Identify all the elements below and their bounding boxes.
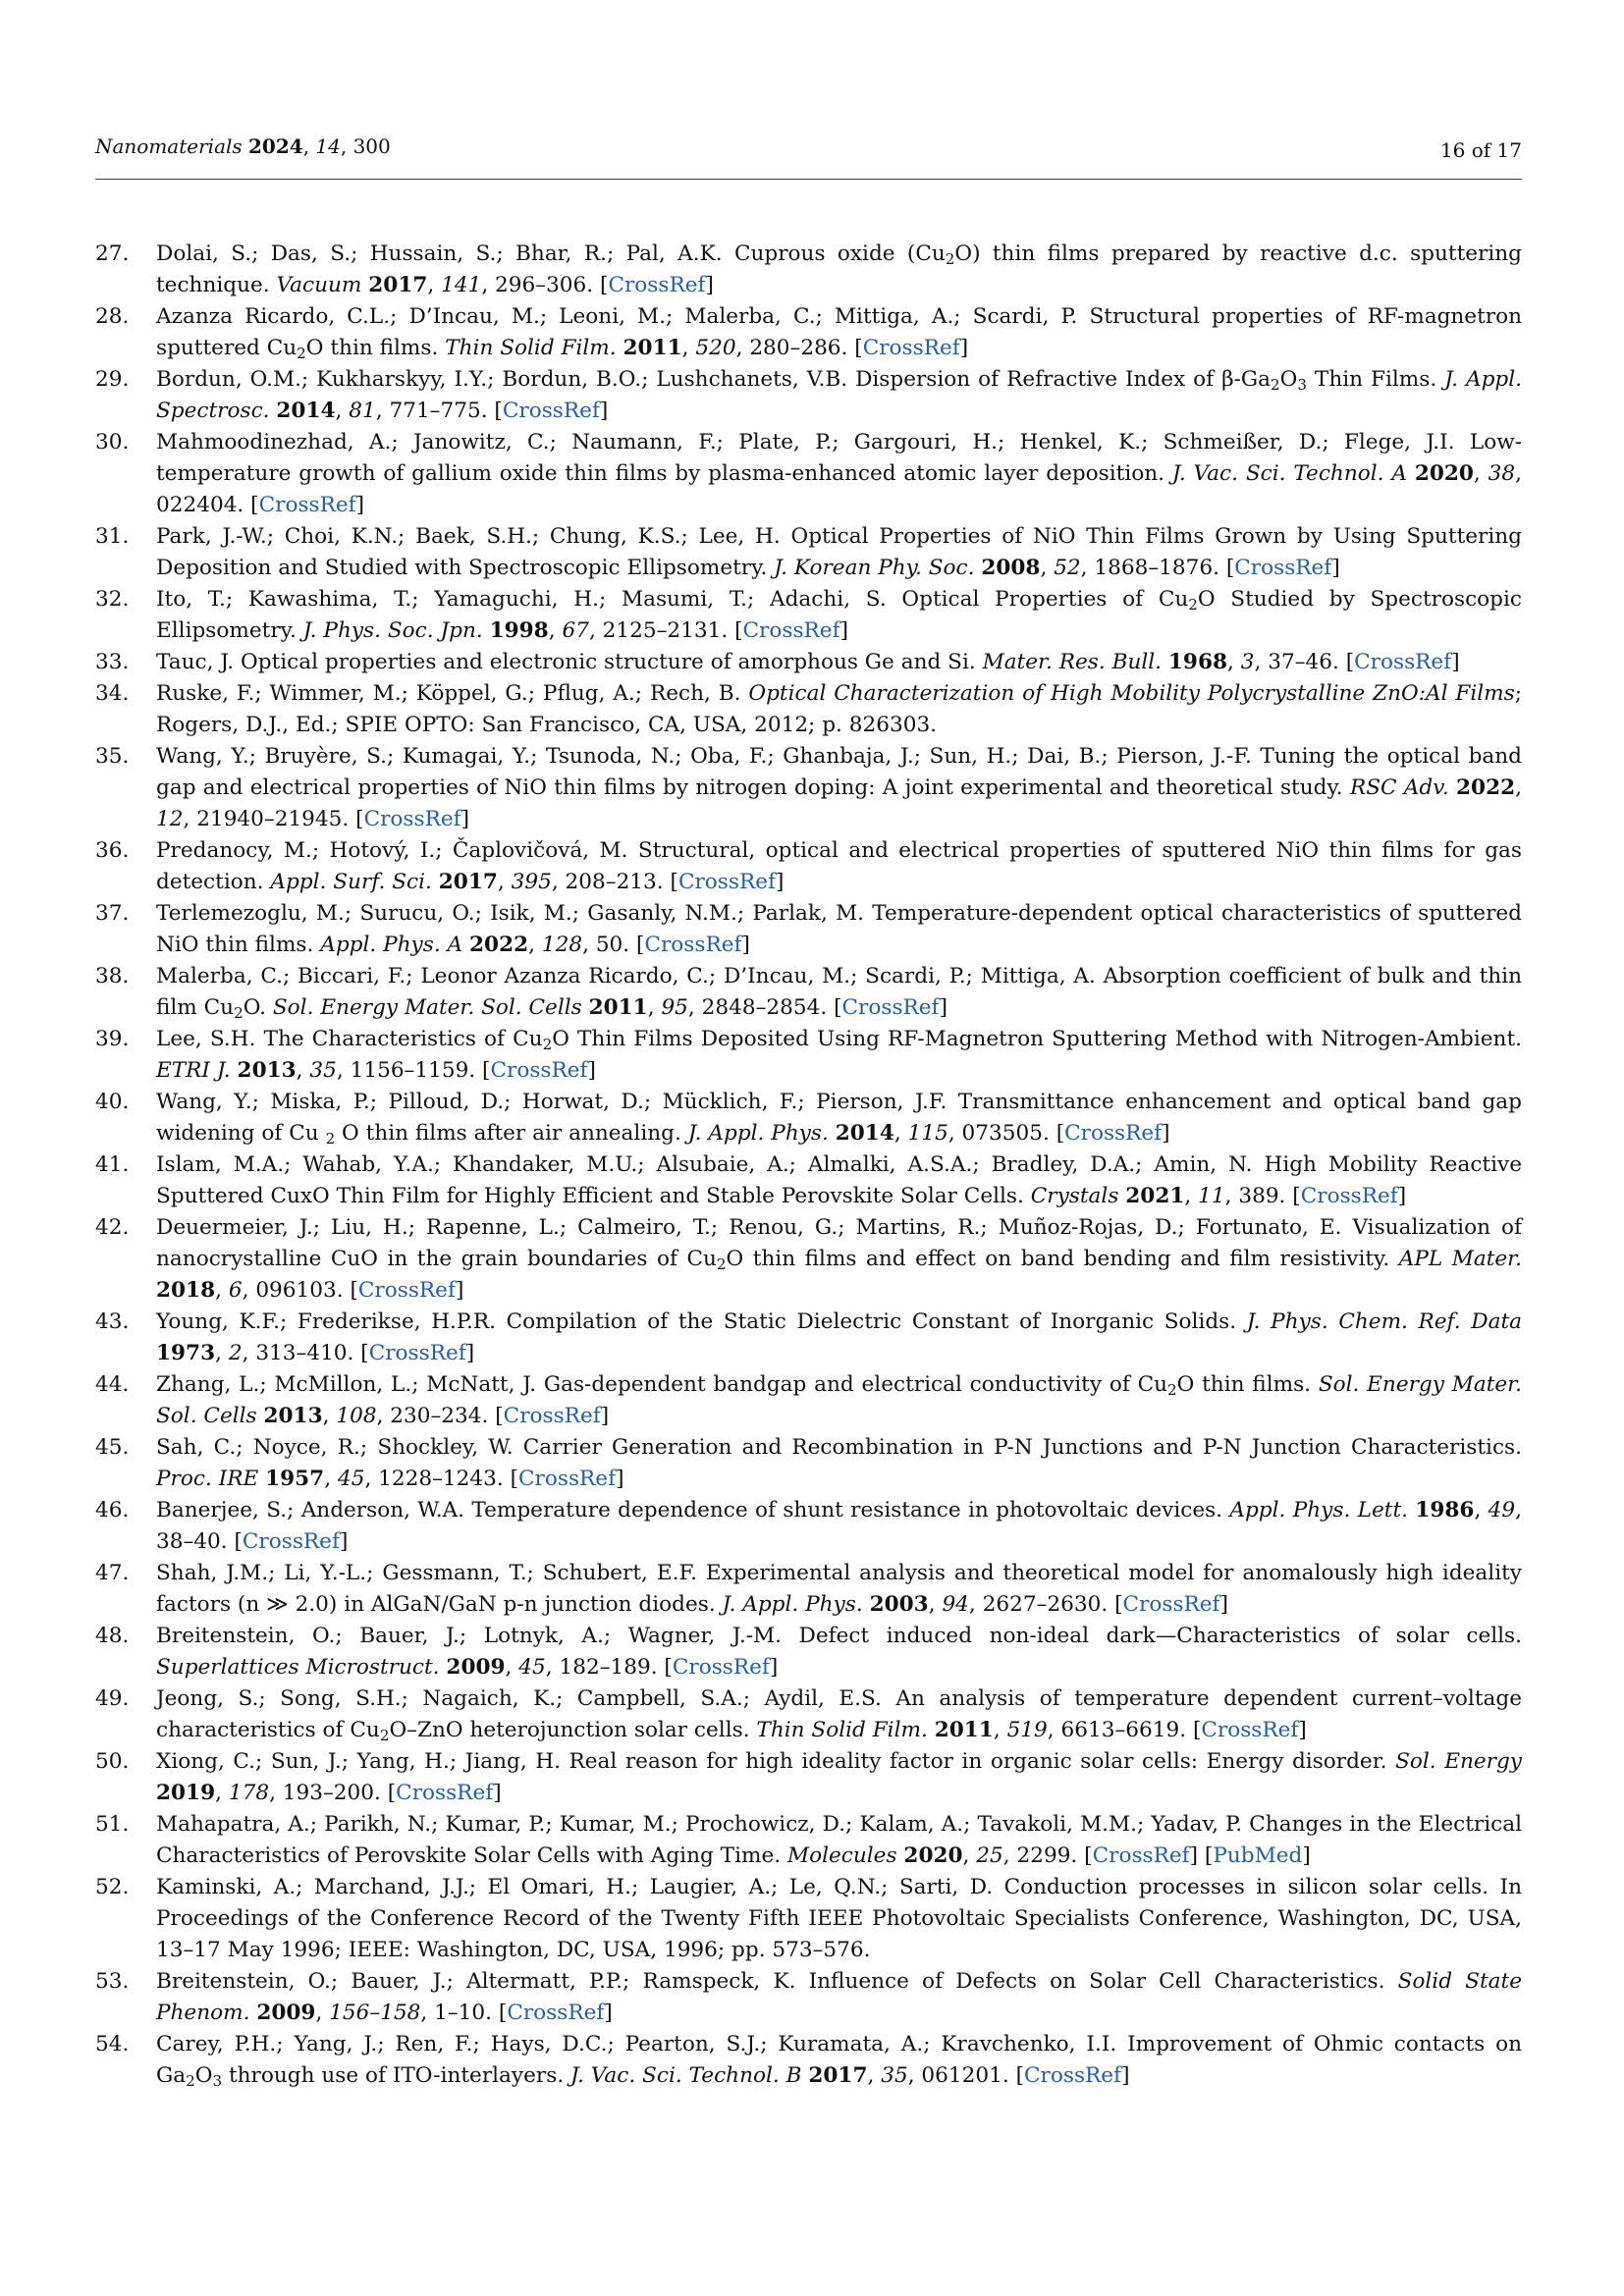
year-text: 1973 [156,1341,216,1365]
italic-text: RSC Adv. [1349,775,1449,800]
article-number: 300 [352,134,391,158]
subscript: 2 [325,1129,336,1148]
subscript: 2 [945,249,955,268]
journal-volume: 14 [315,134,341,158]
reference-text: Wang, Y.; Miska, P.; Pilloud, D.; Horwat, D.; Mücklich, F.; Pierson, J.F. Transmittance enhancement and optical band gap widening of Cu $_2$ O thin films after air annealing. J. Appl. Phys. 2014, 115, 073505. [CrossRef] [156,1090,1522,1148]
reference-number: 30. [95,430,130,454]
italic-text: J. Vac. Sci. Technol. A [1171,461,1407,486]
reference-item [95,1307,1522,1369]
reference-text: Azanza Ricardo, C.L.; D’Incau, M.; Leoni, M.; Malerba, C.; Mittiga, A.; Scardi, P. Structural properties of RF-magnetron sputtered $Cu_2O$ thin films. Thin Solid Film. 2011, 520, 280–286. [CrossRef] [156,304,1522,362]
running-header [95,134,1522,174]
subscript: 2 [297,344,306,362]
italic-text: J. Appl. Spectrosc. [156,367,1523,423]
italic-text: J. Korean Phy. Soc. [774,556,975,580]
italic-text: Thin Solid Film. [445,336,617,360]
reference-number: 47. [95,1561,130,1585]
reference-item [95,1746,1522,1809]
crossref-link[interactable]: CrossRef [368,1341,466,1365]
italic-text: ETRI J. [156,1058,231,1083]
italic-text: J. Appl. Phys. [722,1592,863,1617]
crossref-link[interactable]: CrossRef [742,618,840,643]
crossref-link[interactable]: CrossRef [363,807,461,831]
crossref-link[interactable]: CrossRef [503,1404,601,1428]
reference-item [95,584,1522,647]
reference-number: 53. [95,1969,130,1994]
reference-number: 46. [95,1498,130,1522]
crossref-link[interactable]: CrossRef [490,1058,588,1083]
reference-text: Zhang, L.; McMillon, L.; McNatt, J. Gas-dependent bandgap and electrical conductivity of $Cu_2O$ thin films. Sol. Energy Mater. Sol. Cells 2013, 108, 230–234. [CrossRef] [156,1372,1522,1428]
italic-text: APL Mater. [1398,1247,1522,1271]
reference-text: Malerba, C.; Biccari, F.; Leonor Azanza Ricardo, C.; D’Incau, M.; Scardi, P.; Mittiga, A. Absorption coefficient of bulk and thin film $Cu_2O$. Sol. Energy Mater. Sol. Cells 2011, 95, 2848–2854. [CrossRef] [156,964,1522,1022]
italic-text: 520 [695,336,736,360]
reference-item [95,835,1522,898]
reference-text: Deuermeier, J.; Liu, H.; Rapenne, L.; Calmeiro, T.; Renou, G.; Martins, R.; Muñoz-Rojas, D.; Fortunato, E. Visualization of nanocrystalline CuO in the grain boundaries of $Cu_2O$ thin films and effect on band bending and film resistivity. APL Mater. 2018, 6, 096103. [CrossRef] [156,1215,1522,1303]
italic-text: 2 [228,1341,243,1365]
reference-number: 50. [95,1749,130,1774]
reference-item [95,741,1522,835]
reference-text: Breitenstein, O.; Bauer, J.; Altermatt, P.P.; Ramspeck, K. Influence of Defects on Solar Cell Characteristics. Solid State Phenom. 2009, 156–158, 1–10. [CrossRef] [156,1969,1522,2025]
italic-text: Appl. Surf. Sci. [270,870,432,894]
year-text: 2018 [156,1278,216,1303]
crossref-link[interactable]: CrossRef [507,2001,605,2025]
subscript: 2 [1271,375,1280,394]
italic-text: 49 [1488,1498,1516,1522]
italic-text: 67 [562,618,589,643]
reference-item [95,239,1522,301]
crossref-link[interactable]: CrossRef [644,933,742,957]
crossref-link[interactable]: CrossRef [1024,2063,1122,2088]
italic-text: 3 [1240,650,1255,674]
reference-list [95,239,1522,2092]
crossref-link[interactable]: CrossRef [242,1529,340,1554]
crossref-link[interactable]: CrossRef [1201,1718,1299,1742]
italic-text: Superlattices Microstruct. [156,1655,440,1680]
reference-number: 49. [95,1686,130,1711]
italic-text: 108 [336,1404,377,1428]
italic-text: Proc. IRE [156,1467,259,1491]
year-text: 2017 [808,2063,868,2088]
reference-item [95,1872,1522,1966]
italic-text: Mater. Res. Bull. [982,650,1163,674]
reference-text: Predanocy, M.; Hotový, I.; Čaplovičová, M. Structural, optical and electrical properties of sputtered NiO thin films for gas detection. Appl. Surf. Sci. 2017, 395, 208–213. [CrossRef] [156,838,1522,894]
italic-text: Appl. Phys. Lett. [1229,1498,1408,1522]
pubmed-link[interactable]: PubMed [1213,1843,1303,1868]
reference-text: Ruske, F.; Wimmer, M.; Köppel, G.; Pflug, A.; Rech, B. Optical Characterization of High Mobility Polycrystalline ZnO:Al Films; Rogers, D.J., Ed.; SPIE OPTO: San Francisco, CA, USA, 2012; p. 826303. [156,681,1523,737]
crossref-link[interactable]: CrossRef [841,995,940,1020]
italic-text: 519 [1006,1718,1048,1742]
italic-text: J. Appl. Phys. [687,1121,829,1146]
italic-text: 35 [309,1058,337,1083]
subscript: 2 [379,1726,390,1744]
reference-text: Banerjee, S.; Anderson, W.A. Temperature dependence of shunt resistance in photovoltaic devices. Appl. Phys. Lett. 1986, 49, 38–40. [CrossRef] [156,1498,1522,1554]
year-text: 2008 [981,556,1041,580]
reference-number: 39. [95,1027,130,1051]
crossref-link[interactable]: CrossRef [608,273,706,297]
reference-item [95,427,1522,521]
italic-text: Solid State Phenom. [156,1969,1522,2025]
reference-text: Islam, M.A.; Wahab, Y.A.; Khandaker, M.U.; Alsubaie, A.; Almalki, A.S.A.; Bradley, D.A.; Amin, N. High Mobility Reactive Sputtered CuxO Thin Film for Highly Efficient and Stable Perovskite Solar Cells. Crystals 2021, 11, 389. [CrossRef] [156,1152,1522,1208]
crossref-link[interactable]: CrossRef [677,870,776,894]
year-text: 1986 [1415,1498,1475,1522]
reference-item [95,1558,1522,1621]
journal-year: 2024 [248,134,303,158]
italic-text: J. Vac. Sci. Technol. B [570,2063,802,2088]
reference-number: 28. [95,304,130,329]
subscript: 2 [234,1003,244,1022]
italic-text: Sol. Energy Mater. Sol. Cells [272,995,582,1020]
crossref-link[interactable]: CrossRef [1092,1843,1190,1868]
reference-number: 35. [95,744,130,769]
italic-text: 45 [337,1467,365,1491]
year-text: 2020 [1414,461,1474,486]
year-text: 2009 [446,1655,506,1680]
year-text: 2011 [588,995,648,1020]
year-text: 2013 [263,1404,323,1428]
crossref-link[interactable]: CrossRef [1354,650,1452,674]
crossref-link[interactable]: CrossRef [862,336,960,360]
reference-item [95,1432,1522,1495]
reference-number: 45. [95,1435,130,1460]
reference-number: 51. [95,1812,130,1837]
reference-number: 34. [95,681,130,706]
italic-text: Sol. Energy [1395,1749,1522,1774]
reference-item [95,1966,1522,2029]
reference-item [95,898,1522,961]
year-text: 2022 [469,933,529,957]
reference-item [95,1495,1522,1558]
reference-item [95,364,1522,427]
reference-number: 29. [95,367,130,392]
subscript: 2 [186,2071,195,2090]
header-rule [95,179,1522,180]
crossref-link[interactable]: CrossRef [518,1467,617,1491]
crossref-link[interactable]: CrossRef [672,1655,770,1680]
year-text: 2017 [438,870,498,894]
reference-text: Ito, T.; Kawashima, T.; Yamaguchi, H.; Masumi, T.; Adachi, S. Optical Properties of $Cu_2O$ Studied by Spectroscopic Ellipsometry. J. Phys. Soc. Jpn. 1998, 67, 2125–2131. [CrossRef] [156,587,1522,643]
reference-text: Breitenstein, O.; Bauer, J.; Lotnyk, A.; Wagner, J.-M. Defect induced non-ideal dark—Characteristics of solar cells. Superlattices Microstruct. 2009, 45, 182–189. [CrossRef] [156,1624,1522,1680]
reference-number: 44. [95,1372,130,1397]
year-text: 1968 [1167,650,1228,674]
year-text: 2011 [623,336,682,360]
reference-item [95,1809,1522,1872]
reference-item [95,1369,1522,1432]
italic-text: 395 [511,870,552,894]
reference-number: 37. [95,901,130,926]
reference-item [95,678,1522,741]
reference-text: Tauc, J. Optical properties and electronic structure of amorphous Ge and Si. Mater. Res. Bull. 1968, 3, 37–46. [CrossRef] [156,650,1460,674]
reference-item [95,1087,1522,1149]
reference-number: 54. [95,2032,130,2056]
reference-text: Mahapatra, A.; Parikh, N.; Kumar, P.; Kumar, M.; Prochowicz, D.; Kalam, A.; Tavakoli, M.M.; Yadav, P. Changes in the Electrical Characteristics of Perovskite Solar Cells with Aging Time. Molecules 2020, 25, 2299. [CrossRef] [PubMed] [156,1812,1522,1868]
reference-text: Bordun, O.M.; Kukharskyy, I.Y.; Bordun, B.O.; Lushchanets, V.B. Dispersion of Refractive Index of $\beta-Ga_2O_3$ Thin Films. J. Appl. Spectrosc. 2014, 81, 771–775. [CrossRef] [156,367,1523,423]
italic-text: 156–158 [329,2001,421,2025]
subscript: 2 [716,1255,727,1273]
reference-number: 42. [95,1215,130,1240]
year-text: 1998 [489,618,549,643]
italic-text: 95 [661,995,688,1020]
italic-text: 25 [976,1843,1003,1868]
year-text: 2017 [368,273,428,297]
journal-name: Nanomaterials [95,134,243,158]
reference-item [95,1683,1522,1746]
reference-text: Young, K.F.; Frederikse, H.P.R. Compilation of the Static Dielectric Constant of Inorganic Solids. J. Phys. Chem. Ref. Data 1973, 2, 313–410. [CrossRef] [156,1309,1522,1365]
italic-text: 12 [156,807,184,831]
crossref-link[interactable]: CrossRef [258,493,356,517]
reference-number: 31. [95,524,130,549]
subscript: 2 [1167,1380,1177,1399]
reference-item [95,301,1522,364]
year-text: 2020 [903,1843,963,1868]
reference-text: Mahmoodinezhad, A.; Janowitz, C.; Naumann, F.; Plate, P.; Gargouri, H.; Henkel, K.; Schmeißer, D.; Flege, J.I. Low-temperature growth of gallium oxide thin films by plasma-enhanced atomic layer deposition. J. Vac. Sci. Technol. A 2020, 38, 022404. [CrossRef] [156,430,1522,517]
reference-text: Wang, Y.; Bruyère, S.; Kumagai, Y.; Tsunoda, N.; Oba, F.; Ghanbaja, J.; Sun, H.; Dai, B.; Pierson, J.-F. Tuning the optical band gap and electrical properties of NiO thin films by nitrogen doping: A joint experimental and theoretical study. RSC Adv. 2022, 12, 21940–21945. [CrossRef] [156,744,1522,831]
reference-number: 38. [95,964,130,988]
year-text: 1957 [265,1467,325,1491]
year-text: 2021 [1125,1184,1185,1208]
crossref-link[interactable]: CrossRef [357,1278,456,1303]
reference-item [95,1212,1522,1307]
year-text: 2003 [869,1592,929,1617]
page-number: 16 of 17 [1439,138,1522,162]
italic-text: 128 [541,933,583,957]
reference-item [95,1621,1522,1683]
crossref-link[interactable]: CrossRef [1300,1184,1398,1208]
italic-text: 52 [1054,556,1081,580]
reference-item [95,1149,1522,1212]
reference-text: Jeong, S.; Song, S.H.; Nagaich, K.; Campbell, S.A.; Aydil, E.S. An analysis of temperature dependent current–voltage characteristics of $Cu_2O$–ZnO heterojunction solar cells. Thin Solid Film. 2011, 519, 6613–6619. [CrossRef] [156,1686,1522,1744]
journal-citation: Nanomaterials 2024, 14, 300 [95,134,391,158]
italic-text: Vacuum [276,273,362,297]
italic-text: Optical Characterization of High Mobility Polycrystalline ZnO:Al Films [748,681,1515,706]
year-text: 2014 [276,399,336,423]
crossref-link[interactable]: CrossRef [396,1781,494,1805]
crossref-link[interactable]: CrossRef [502,399,600,423]
reference-item [95,1024,1522,1087]
crossref-link[interactable]: CrossRef [1122,1592,1220,1617]
crossref-link[interactable]: CrossRef [1234,556,1332,580]
reference-number: 52. [95,1875,130,1899]
crossref-link[interactable]: CrossRef [1064,1121,1163,1146]
reference-item [95,2029,1522,2092]
reference-number: 33. [95,650,130,674]
reference-number: 27. [95,241,130,266]
italic-text: 11 [1198,1184,1225,1208]
reference-text: Terlemezoglu, M.; Surucu, O.; Isik, M.; Gasanly, N.M.; Parlak, M. Temperature-dependent optical characteristics of sputtered NiO thin films. Appl. Phys. A 2022, 128, 50. [CrossRef] [156,901,1522,957]
italic-text: Crystals [1030,1184,1119,1208]
year-text: 2019 [156,1781,216,1805]
subscript: 3 [1297,375,1307,394]
italic-text: 94 [942,1592,969,1617]
italic-text: 141 [441,273,482,297]
reference-number: 48. [95,1624,130,1648]
italic-text: J. Phys. Chem. Ref. Data [1246,1309,1522,1334]
year-text: 2022 [1456,775,1516,800]
reference-text: Kaminski, A.; Marchand, J.J.; El Omari, H.; Laugier, A.; Le, Q.N.; Sarti, D. Conduction processes in silicon solar cells. In Proceedings of the Conference Record of the Twenty Fifth IEEE Photovoltaic Specialists Conference, Washington, DC, USA, 13–17 May 1996; IEEE: Washington, DC, USA, 1996; pp. 573–576. [156,1875,1522,1962]
reference-item [95,647,1522,678]
italic-text: J. Phys. Soc. Jpn. [302,618,483,643]
italic-text: 115 [907,1121,948,1146]
year-text: 2013 [237,1058,297,1083]
year-text: 2011 [934,1718,994,1742]
reference-text: Park, J.-W.; Choi, K.N.; Baek, S.H.; Chung, K.S.; Lee, H. Optical Properties of NiO Thin Films Grown by Using Sputtering Deposition and Studied with Spectroscopic Ellipsometry. J. Korean Phy. Soc. 2008, 52, 1868–1876. [CrossRef] [156,524,1522,580]
reference-item [95,961,1522,1024]
reference-number: 32. [95,587,130,612]
reference-text: Carey, P.H.; Yang, J.; Ren, F.; Hays, D.C.; Pearton, S.J.; Kuramata, A.; Kravchenko, I.I. Improvement of Ohmic contacts on $Ga_2O_3$ through use of ITO-interlayers. J. Vac. Sci. Technol. B 2017, 35, 061201. [CrossRef] [156,2032,1522,2090]
reference-text: Xiong, C.; Sun, J.; Yang, H.; Jiang, H. Real reason for high ideality factor in organic solar cells: Energy disorder. Sol. Energy 2019, 178, 193–200. [CrossRef] [156,1749,1522,1805]
subscript: 2 [1188,595,1198,614]
italic-text: 6 [228,1278,243,1303]
subscript: 2 [542,1035,553,1053]
reference-number: 43. [95,1309,130,1334]
italic-text: 178 [228,1781,270,1805]
italic-text: 38 [1488,461,1516,486]
reference-number: 40. [95,1090,130,1114]
italic-text: 81 [349,399,376,423]
reference-text: Dolai, S.; Das, S.; Hussain, S.; Bhar, R.; Pal, A.K. Cuprous oxide $(Cu_2O)$ thin films prepared by reactive d.c. sputtering technique. Vacuum 2017, 141, 296–306. [CrossRef] [156,241,1522,297]
reference-number: 36. [95,838,130,863]
italic-text: Thin Solid Film. [756,1718,928,1742]
reference-item [95,521,1522,584]
italic-text: 35 [881,2063,908,2088]
reference-text: Shah, J.M.; Li, Y.-L.; Gessmann, T.; Schubert, E.F. Experimental analysis and theoretical model for anomalously high ideality factors (n ≫ 2.0) in AlGaN/GaN p-n junction diodes. J. Appl. Phys. 2003, 94, 2627–2630. [CrossRef] [156,1561,1522,1617]
reference-text: Lee, S.H. The Characteristics of $Cu_2O$ Thin Films Deposited Using RF-Magnetron Sputtering Method with Nitrogen-Ambient. ETRI J. 2013, 35, 1156–1159. [CrossRef] [156,1027,1522,1083]
year-text: 2014 [835,1121,894,1146]
year-text: 2009 [256,2001,316,2025]
italic-text: Appl. Phys. A [320,933,463,957]
italic-text: Molecules [786,1843,897,1868]
reference-number: 41. [95,1152,130,1177]
italic-text: 45 [518,1655,546,1680]
subscript: 3 [212,2071,223,2090]
reference-text: Sah, C.; Noyce, R.; Shockley, W. Carrier Generation and Recombination in P-N Junctions and P-N Junction Characteristics. Proc. IRE 1957, 45, 1228–1243. [CrossRef] [156,1435,1522,1491]
italic-text: Sol. Energy Mater. Sol. Cells [156,1372,1522,1428]
